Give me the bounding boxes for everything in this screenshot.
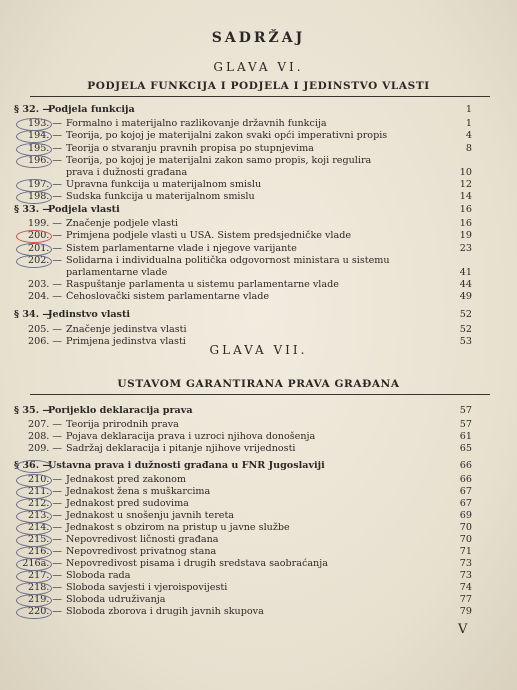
toc-entry-row [14,486,472,498]
entry-number: 216. — [27,546,62,557]
pen-circle-mark [16,155,52,168]
entry-page: 1 [465,118,472,129]
pen-circle-mark [16,474,52,487]
entry-number: 199. — [27,218,62,229]
entry-page: 73 [459,558,472,569]
pen-circle-mark [16,594,52,607]
toc-entry-row [14,230,472,242]
toc-entry-row [14,155,472,167]
pen-circle-mark [16,143,52,156]
entry-number: 206. — [27,336,62,347]
toc-entry-row [14,279,472,291]
entry-page: 79 [459,606,472,617]
toc-entry-row [14,324,472,336]
toc-entry-row [14,534,472,546]
entry-page: 23 [459,243,472,254]
chapter-6-heading: PODJELA FUNKCIJA I PODJELA I JEDINSTVO VLASTI [87,80,430,92]
toc-entry-row [14,443,472,455]
entry-title: Čehoslovački sistem parlamentarne vlade [66,291,270,302]
entry-page: 70 [459,534,472,545]
pen-circle-mark [16,118,52,131]
entry-title: Podjela vlasti [48,204,120,215]
entry-title: Jednakost u snošenju javnih tereta [66,510,235,521]
entry-page: 14 [459,191,472,202]
toc-entry-row [14,118,472,130]
toc-entry-row [14,336,472,348]
entry-title: Nepovredivost privatnog stana [66,546,217,557]
entry-title: Značenje jedinstva vlasti [66,324,187,335]
toc-entry-row [14,267,472,279]
toc-entry-row [14,474,472,486]
entry-page: 10 [459,167,472,178]
pen-circle-mark [16,558,52,571]
entry-title: prava i dužnosti građana [66,167,188,178]
entry-number: 195. — [27,143,62,154]
toc-entry-row [14,431,472,443]
entry-number: § 32. — [14,104,52,115]
pen-circle-mark [16,510,52,523]
entry-page: 52 [459,324,472,335]
entry-title: Porijeklo deklaracija prava [48,405,193,416]
toc-entry-row [14,419,472,431]
entry-page: 66 [459,474,472,485]
toc-entry-row [14,606,472,618]
entry-title: Ustavna prava i dužnosti građana u FNR Jugoslaviji [48,460,325,471]
entry-number: 196. — [27,155,62,166]
toc-entry-row [14,291,472,303]
page-number: V [458,622,468,637]
toc-section-row [14,309,472,321]
entry-page: 67 [459,486,472,497]
toc-entry-row [14,510,472,522]
entry-number: 193. — [27,118,62,129]
pen-circle-mark [16,546,52,559]
pen-circle-mark [16,130,52,143]
page-title: SADRŽAJ [211,30,306,46]
entry-number: 209. — [27,443,62,454]
entry-number: 207. — [27,419,62,430]
chapter-7-heading: USTAVOM GARANTIRANA PRAVA GRAĐANA [117,378,400,390]
entry-page: 8 [465,143,472,154]
toc-section-row [14,405,472,417]
entry-page: 16 [459,204,472,215]
entry-page: 53 [459,336,472,347]
toc-entry-row [14,498,472,510]
entry-number: § 35. — [14,405,52,416]
entry-page: 65 [459,443,472,454]
entry-title: Upravna funkcija u materijalnom smislu [66,179,262,190]
entry-title: Formalno i materijalno razlikovanje državnih funkcija [66,118,327,129]
entry-page: 12 [459,179,472,190]
toc-entry-row [14,570,472,582]
toc-entry-row [14,582,472,594]
entry-page: 49 [459,291,472,302]
entry-number: 215. — [27,534,62,545]
entry-title: Jedinstvo vlasti [48,309,131,320]
entry-page: 1 [465,104,472,115]
entry-page: 71 [459,546,472,557]
entry-number: § 34. — [14,309,52,320]
pen-circle-mark [16,570,52,583]
entry-page: 69 [459,510,472,521]
entry-title: Nepovredivost pisama i drugih sredstava saobraćanja [66,558,328,569]
pen-circle-mark [16,582,52,595]
chapter-7-label: GLAVA VII. [209,343,308,357]
entry-title: Teorija prirodnih prava [66,419,179,430]
pen-circle-mark [16,460,52,473]
toc-entry-row [14,522,472,534]
pen-circle-mark [16,255,52,268]
entry-title: Jednakost pred sudovima [66,498,189,509]
toc-entry-row [14,255,472,267]
entry-number: 216a. — [22,558,62,569]
entry-number: 219. — [27,594,62,605]
entry-title: Primjena jedinstva vlasti [66,336,186,347]
chapter-6-label: GLAVA VI. [213,60,304,74]
toc-entry-row [14,191,472,203]
entry-title: Sistem parlamentarne vlade i njegove varijante [66,243,297,254]
toc-section-row [14,460,472,472]
entry-title: parlamentarne vlade [66,267,168,278]
entry-page: 57 [459,405,472,416]
entry-number: 204. — [27,291,62,302]
toc-entry-row [14,179,472,191]
entry-page: 44 [459,279,472,290]
entry-page: 74 [459,582,472,593]
entry-page: 77 [459,594,472,605]
pen-circle-mark [16,191,52,204]
pen-circle-mark [16,243,52,256]
entry-page: 66 [459,460,472,471]
toc-entry-row [14,546,472,558]
entry-title: Pojava deklaracija prava i uzroci njihova donošenja [66,431,316,442]
entry-page: 52 [459,309,472,320]
entry-title: Teorija o stvaranju pravnih propisa po stupnjevima [66,143,314,154]
entry-number: 213. — [27,510,62,521]
entry-page: 41 [459,267,472,278]
entry-number: 203. — [27,279,62,290]
toc-entry-row [14,130,472,142]
entry-number: § 33. — [14,204,52,215]
entry-title: Nepovredivost ličnosti građana [66,534,219,545]
entry-title: Teorija, po kojoj je materijalni zakon samo propis, koji regulira [66,155,372,166]
entry-number: 201. — [27,243,62,254]
pen-circle-mark [16,230,52,243]
entry-number: 202. — [27,255,62,266]
entry-number: 205. — [27,324,62,335]
entry-number: 194. — [27,130,62,141]
entry-number: 217. — [27,570,62,581]
entry-title: Jednakost s obzirom na pristup u javne službe [66,522,290,533]
entry-title: Primjena podjele vlasti u USA. Sistem predsjedničke vlade [66,230,352,241]
entry-title: Solidarna i individualna politička odgovornost ministara u sistemu [66,255,390,266]
chapter-7-rule [30,394,490,395]
entry-title: Sadržaj deklaracija i pitanje njihove vrijednosti [66,443,296,454]
entry-number: 198. — [27,191,62,202]
entry-number: 212. — [27,498,62,509]
entry-title: Raspuštanje parlamenta u sistemu parlamentarne vlade [66,279,339,290]
pen-circle-mark [16,486,52,499]
entry-title: Podjela funkcija [48,104,135,115]
pen-circle-mark [16,522,52,535]
entry-number: 220. — [27,606,62,617]
entry-title: Značenje podjele vlasti [66,218,179,229]
entry-page: 57 [459,419,472,430]
toc-entry-row [14,243,472,255]
entry-title: Sloboda rada [66,570,131,581]
entry-title: Jednakost žena s muškarcima [66,486,211,497]
toc-entry-row [14,167,472,179]
pen-circle-mark [16,606,52,619]
entry-number: 218. — [27,582,62,593]
entry-title: Jednakost pred zakonom [66,474,186,485]
entry-number: 211. — [27,486,62,497]
toc-entry-row [14,218,472,230]
entry-number: 197. — [27,179,62,190]
chapter-6-rule [30,96,490,97]
toc-section-row [14,104,472,116]
pen-circle-mark [16,179,52,192]
entry-number: 210. — [27,474,62,485]
entry-number: 214. — [27,522,62,533]
pen-circle-mark [16,498,52,511]
toc-section-row [14,204,472,216]
entry-page: 4 [465,130,472,141]
entry-title: Sudska funkcija u materijalnom smislu [66,191,255,202]
entry-page: 61 [459,431,472,442]
toc-entry-row [14,558,472,570]
entry-number: 208. — [27,431,62,442]
entry-page: 16 [459,218,472,229]
toc-entry-row [14,594,472,606]
entry-page: 19 [459,230,472,241]
entry-page: 70 [459,522,472,533]
toc-entry-row [14,143,472,155]
entry-title: Sloboda udruživanja [66,594,166,605]
entry-page: 67 [459,498,472,509]
entry-title: Sloboda savjesti i vjeroispovijesti [66,582,228,593]
entry-page: 73 [459,570,472,581]
entry-title: Sloboda zborova i drugih javnih skupova [66,606,264,617]
entry-number: § 36. — [14,460,52,471]
entry-number: 200. — [27,230,62,241]
pen-circle-mark [16,534,52,547]
entry-title: Teorija, po kojoj je materijalni zakon svaki opći imperativni propis [66,130,388,141]
